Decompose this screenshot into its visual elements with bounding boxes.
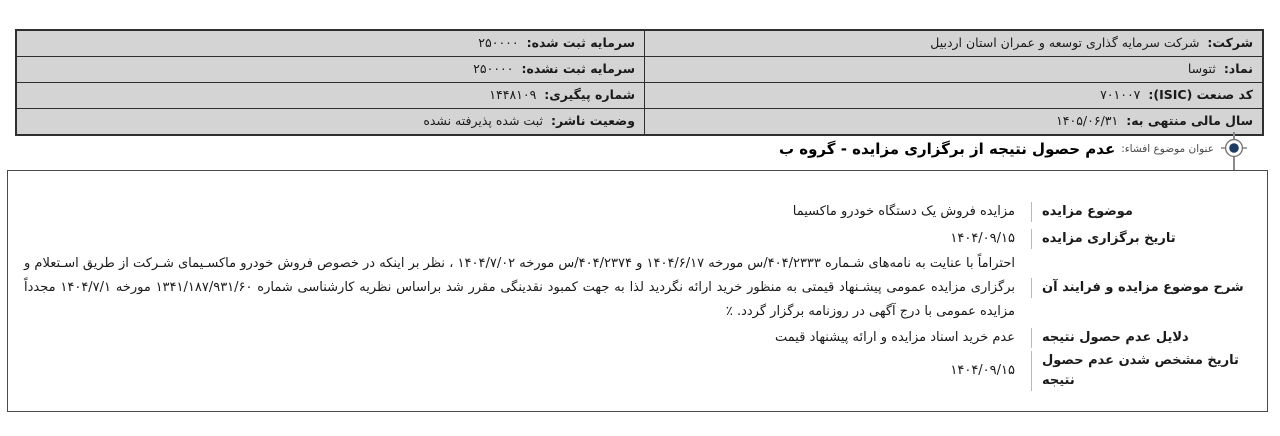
table-row: [17, 31, 1262, 57]
failure-date-row: [24, 351, 1255, 391]
registered-capital-label: سرمایه ثبت شده:: [526, 35, 635, 50]
page-title: عدم حصول نتیجه از برگزاری مزایده - گروه ب: [778, 140, 1116, 158]
auction-description-label: شرح موضوع مزایده و فرایند آن: [1031, 278, 1255, 298]
auction-description-value: احتراماً با عنایت به نامه‌های شـماره ۴۰۴/۲۳۳۳/س مورخه ۱۴۰۴/۶/۱۷ و ۴۰۴/۲۳۷۴/س مورخه ۱۴۰۴/۷/۰۲ ، نظر بر اینکه در خصوص فروش خودرو ماکسـیمای شـرکت از طریق اسـتعلام و برگزاری مزایده عمومی پیشـنهاد قیمتی به منظور خرید ارائه نگردید لذا به جهت کمبود نقدینگی مقرر شد براساس نظریه کارشناسی شماره ۱۳۴۱/۱۸۷/۹۳۱/۶۰ مورخه ۱۴۰۴/۷/۱ مجدداً مزایده عمومی با درج آگهی در روزنامه برگزار گردد. ٪: [24, 256, 1015, 319]
disclosure-title-row: [779, 137, 1214, 161]
fiscal-year-cell: [644, 109, 1262, 134]
disclosure-detail-box: [7, 170, 1268, 412]
ticker-label: نماد:: [1223, 61, 1253, 76]
table-row: [17, 83, 1262, 109]
ticker-cell: [644, 57, 1262, 82]
ticker-value: ثتوسا: [1187, 61, 1216, 76]
company-value: شرکت سرمایه گذاری توسعه و عمران استان اردبیل: [930, 35, 1200, 50]
auction-subject-value: مزایده فروش یک دستگاه خودرو ماکسیما: [792, 203, 1015, 219]
failure-reasons-row: [24, 324, 1255, 351]
failure-date-label: تاریخ مشخص شدن عدم حصول نتیجه: [1031, 351, 1255, 391]
failure-reasons-label: دلایل عدم حصول نتیجه: [1031, 328, 1255, 348]
auction-description-row: [24, 252, 1255, 324]
registered-capital-cell: [17, 31, 644, 56]
unregistered-capital-value: ۲۵۰۰۰۰: [473, 61, 514, 76]
company-name-cell: [644, 31, 1262, 56]
issuer-status-cell: [17, 109, 644, 134]
issuer-status-value: ثبت شده پذیرفته نشده: [423, 113, 543, 128]
tracking-number-label: شماره پیگیری:: [544, 87, 635, 102]
company-label: شرکت:: [1207, 35, 1253, 50]
registered-capital-value: ۲۵۰۰۰۰: [478, 35, 519, 50]
failure-reasons-value: عدم خرید اسناد مزایده و ارائه پیشنهاد قیمت: [775, 329, 1015, 345]
isic-code-value: ۷۰۱۰۰۷: [1100, 87, 1141, 102]
auction-date-row: [24, 225, 1255, 252]
unregistered-capital-label: سرمایه ثبت نشده:: [521, 61, 635, 76]
isic-code-cell: [644, 83, 1262, 108]
auction-date-label: تاریخ برگزاری مزایده: [1031, 229, 1255, 249]
auction-subject-label: موضوع مزایده: [1031, 202, 1255, 222]
table-row: [17, 57, 1262, 83]
target-icon: [1221, 135, 1247, 161]
auction-subject-row: [24, 198, 1255, 225]
table-row: [17, 109, 1262, 134]
auction-date-value: ۱۴۰۴/۰۹/۱۵: [950, 230, 1015, 246]
issuer-status-label: وضعیت ناشر:: [550, 113, 635, 128]
failure-date-value: ۱۴۰۴/۰۹/۱۵: [950, 363, 1015, 378]
unregistered-capital-cell: [17, 57, 644, 82]
isic-code-label: کد صنعت (ISIC):: [1148, 87, 1253, 102]
disclosure-title-prefix: عنوان موضوع افشاء:: [1121, 143, 1214, 155]
company-info-table: [15, 29, 1264, 136]
tracking-number-cell: [17, 83, 644, 108]
tracking-number-value: ۱۴۴۸۱۰۹: [489, 87, 537, 102]
fiscal-year-value: ۱۴۰۵/۰۶/۳۱: [1056, 113, 1119, 128]
fiscal-year-label: سال مالی منتهی به:: [1126, 113, 1253, 128]
